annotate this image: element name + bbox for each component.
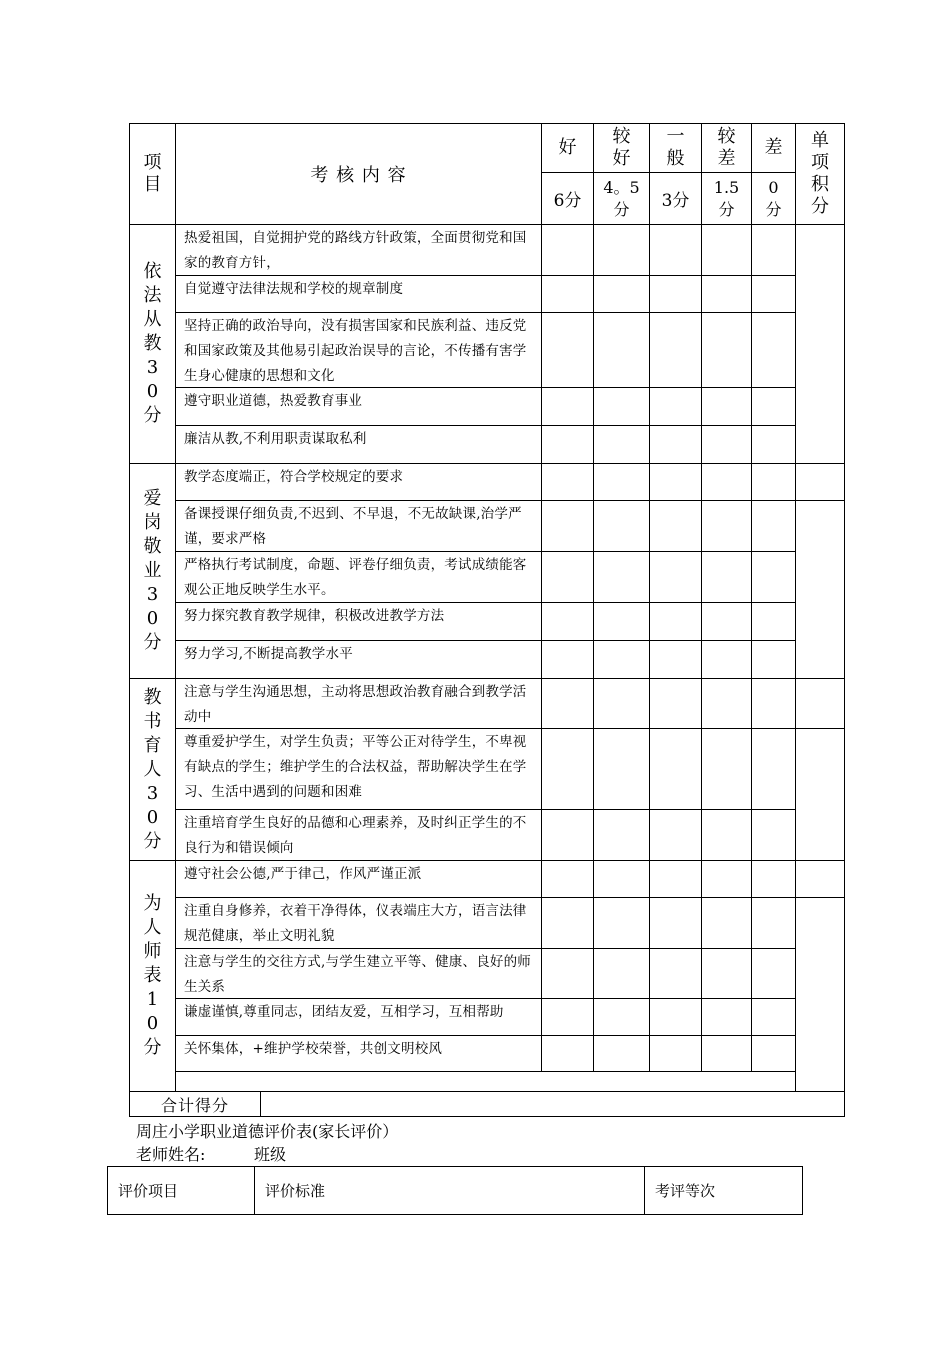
criterion-text: 坚持正确的政治导向，没有损害国家和民族利益、违反党和国家政策及其他易引起政治误导的言论，不传播有害学生身心健康的思想和文化 <box>184 318 527 384</box>
criterion-text: 教学态度端正，符合学校规定的要求 <box>184 469 404 485</box>
criterion-text: 谦虚谨慎,尊重同志，团结友爱，互相学习，互相帮助 <box>184 1004 504 1020</box>
grade-score: 6分 <box>553 191 582 211</box>
grade-score: 3分 <box>661 191 690 211</box>
grade-label: 一般 <box>666 126 685 169</box>
category-label: 为人师表10分 <box>143 893 162 1058</box>
total-score-label: 合计得分 <box>160 1095 229 1115</box>
grade-label: 好 <box>558 137 577 158</box>
criterion-text: 严格执行考试制度，命题、评卷仔细负责，考试成绩能客观公正地反映学生水平。 <box>184 557 527 598</box>
criterion-text: 注意与学生沟通思想，主动将思想政治教育融合到教学活动中 <box>184 684 527 725</box>
criterion-text: 注重自身修养，衣着干净得体，仪表端庄大方，语言法律规范健康，举止文明礼貌 <box>184 903 527 944</box>
criterion-text: 关怀集体，+维护学校荣誉，共创文明校风 <box>184 1041 443 1057</box>
criterion-text: 遵守职业道德，热爱教育事业 <box>184 393 363 409</box>
header-content: 考 核 内 容 <box>310 165 407 186</box>
column-eval-standard: 评价标准 <box>255 1167 645 1214</box>
teacher-name-label: 老师姓名: <box>136 1145 206 1164</box>
header-total: 单项积分 <box>811 130 829 217</box>
criterion-text: 遵守社会公德,严于律己，作风严谨正派 <box>184 866 422 882</box>
header-item: 项目 <box>143 152 162 195</box>
parent-form-title: 周庄小学职业道德评价表(家长评价） <box>136 1122 399 1141</box>
criterion-text: 注意与学生的交往方式,与学生建立平等、健康、良好的师生关系 <box>184 954 531 995</box>
criterion-text: 备课授课仔细负责,不迟到、不早退，不无故缺课,治学严谨，要求严格 <box>184 506 522 547</box>
criterion-text: 注重培育学生良好的品德和心理素养，及时纠正学生的不良行为和错误倾向 <box>184 815 527 856</box>
criterion-text: 努力探究教育教学规律，积极改进教学方法 <box>184 608 445 624</box>
parent-eval-table <box>107 1166 803 1215</box>
class-label: 班级 <box>254 1145 287 1164</box>
grade-label: 较好 <box>612 126 631 169</box>
total-score-value[interactable] <box>261 1092 844 1116</box>
criterion-text: 努力学习,不断提高教学水平 <box>184 646 353 662</box>
criterion-text: 廉洁从教,不利用职责谋取私利 <box>184 431 367 447</box>
category-label: 教书育人30分 <box>143 686 162 852</box>
grade-label: 差 <box>764 137 783 158</box>
category-label: 爱岗敬业30分 <box>143 488 162 653</box>
criterion-text: 尊重爱护学生，对学生负责；平等公正对待学生，不卑视有缺点的学生；维护学生的合法权益，帮助解决学生在学习、生活中遇到的问题和困难 <box>184 734 527 800</box>
column-eval-grade: 考评等次 <box>655 1182 716 1200</box>
column-eval-item: 评价项目 <box>108 1167 255 1214</box>
grade-score: 1.5分 <box>713 177 740 219</box>
grade-score: 0分 <box>765 177 782 219</box>
category-label: 依法从教30分 <box>143 261 162 426</box>
grade-label: 较差 <box>717 126 736 169</box>
criterion-text: 自觉遵守法律法规和学校的规章制度 <box>184 281 404 297</box>
grade-score: 4。5分 <box>603 177 640 219</box>
criterion-text: 热爱祖国，自觉拥护党的路线方针政策，全面贯彻党和国家的教育方针， <box>184 230 527 271</box>
